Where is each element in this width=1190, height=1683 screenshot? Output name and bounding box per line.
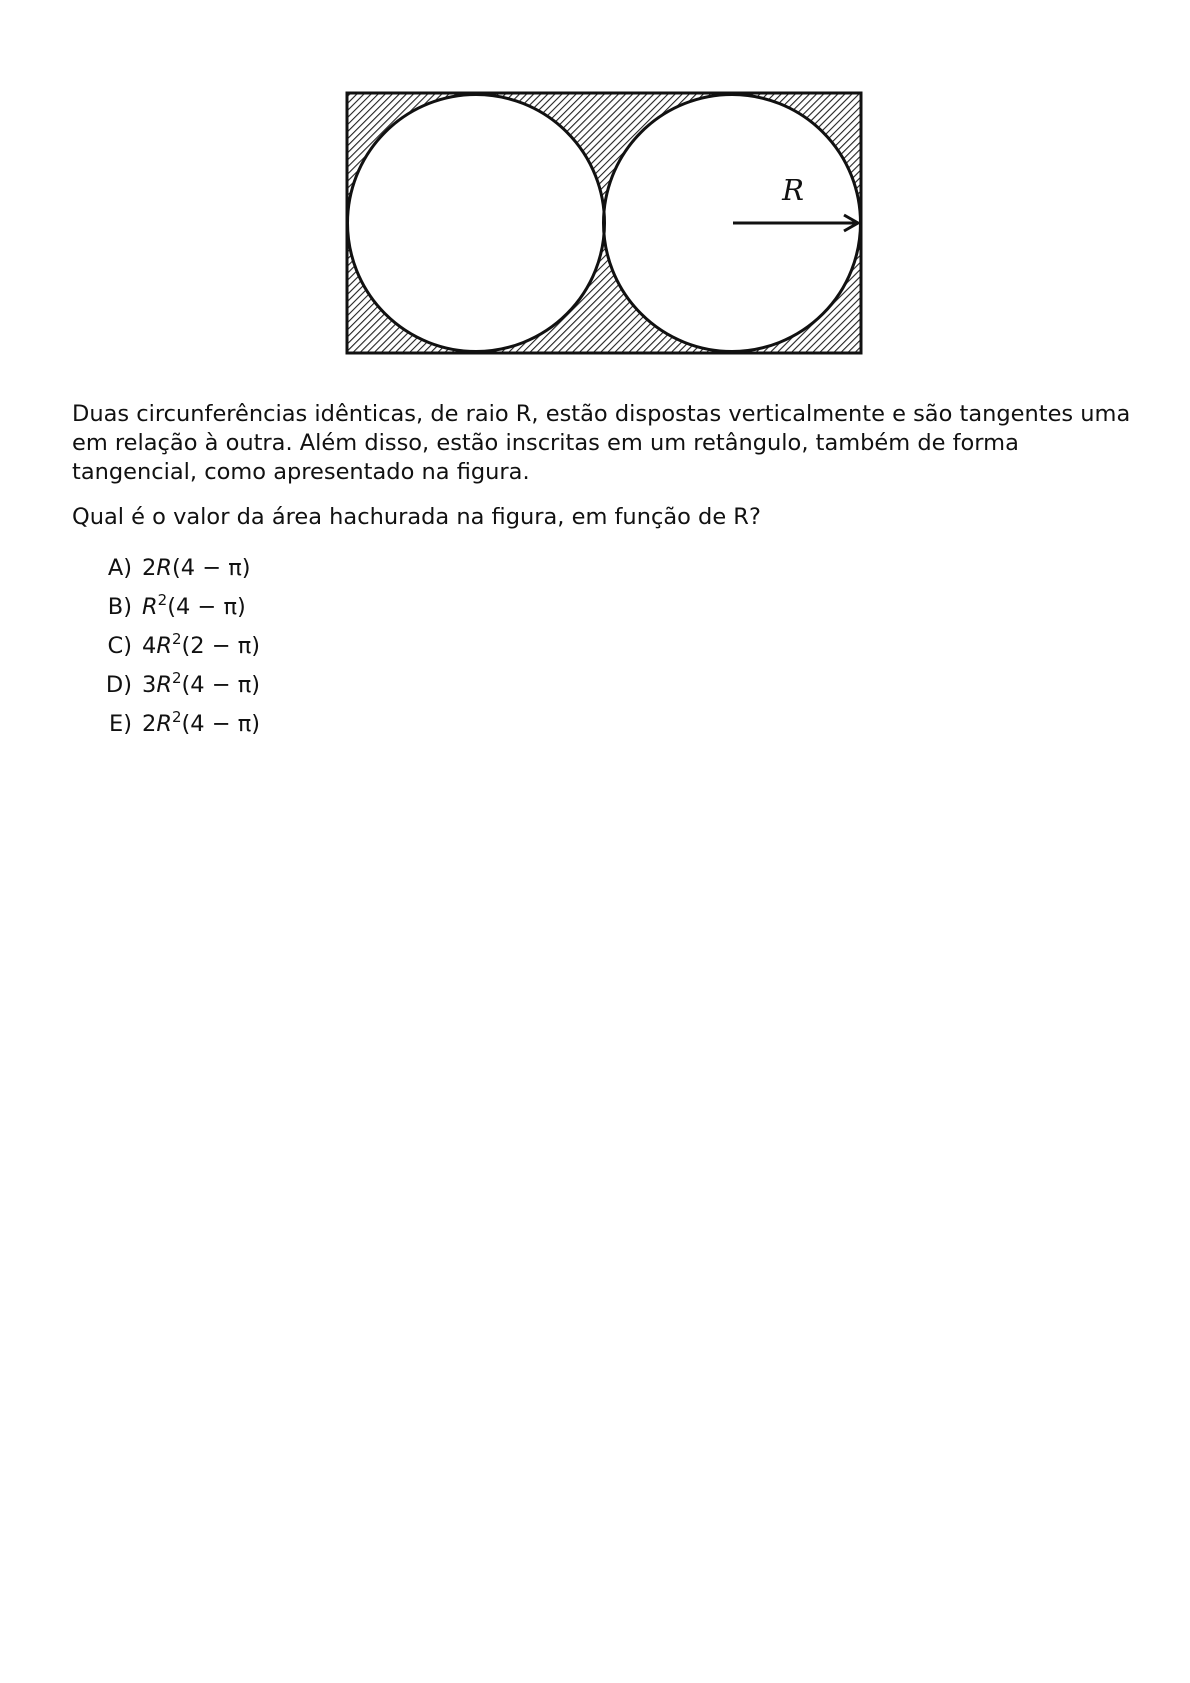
answer-option-a[interactable] — [72, 554, 1132, 593]
option-var: R — [156, 711, 172, 737]
option-rest: (2 − π) — [181, 633, 261, 659]
option-var: R — [156, 555, 172, 581]
option-exp: 2 — [171, 669, 182, 687]
question-block — [72, 400, 1132, 749]
option-rest: (4 − π) — [181, 672, 261, 698]
answer-option-c[interactable] — [72, 632, 1132, 671]
answer-option-d[interactable] — [72, 671, 1132, 710]
option-var: R — [156, 672, 172, 698]
radius-label: R — [782, 173, 804, 207]
answer-option-e[interactable] — [72, 710, 1132, 749]
option-expression — [142, 710, 260, 739]
option-rest: (4 − π) — [171, 555, 251, 581]
answer-options — [72, 554, 1132, 749]
option-var: R — [142, 594, 158, 620]
question-ask: Qual é o valor da área hachurada na figura, em função de R? — [72, 504, 761, 530]
option-rest: (4 − π) — [181, 711, 261, 737]
option-expression — [142, 632, 260, 661]
option-coef: 2 — [142, 711, 157, 737]
option-exp: 2 — [157, 591, 168, 609]
option-label: D) — [105, 672, 132, 698]
answer-option-b[interactable] — [72, 593, 1132, 632]
option-label: E) — [109, 711, 132, 737]
option-exp: 2 — [171, 708, 182, 726]
geometry-figure — [345, 91, 863, 355]
question-stem: Duas circunferências idênticas, de raio R, estão dispostas verticalmente e são tangentes uma em relação à outra. Além disso, estão inscritas em um retângulo, também de forma tangencial, como apresentado na figura. — [72, 401, 1131, 485]
option-coef: 2 — [142, 555, 157, 581]
option-expression — [142, 554, 251, 583]
circles-in-rectangle-diagram — [345, 91, 863, 355]
option-coef: 4 — [142, 633, 157, 659]
option-exp: 2 — [171, 630, 182, 648]
option-expression — [142, 593, 246, 622]
option-label: B) — [107, 594, 132, 620]
option-var: R — [156, 633, 172, 659]
option-rest: (4 − π) — [167, 594, 246, 620]
option-expression — [142, 671, 260, 700]
option-label: C) — [107, 633, 132, 659]
option-label: A) — [107, 555, 132, 581]
option-coef: 3 — [142, 672, 157, 698]
